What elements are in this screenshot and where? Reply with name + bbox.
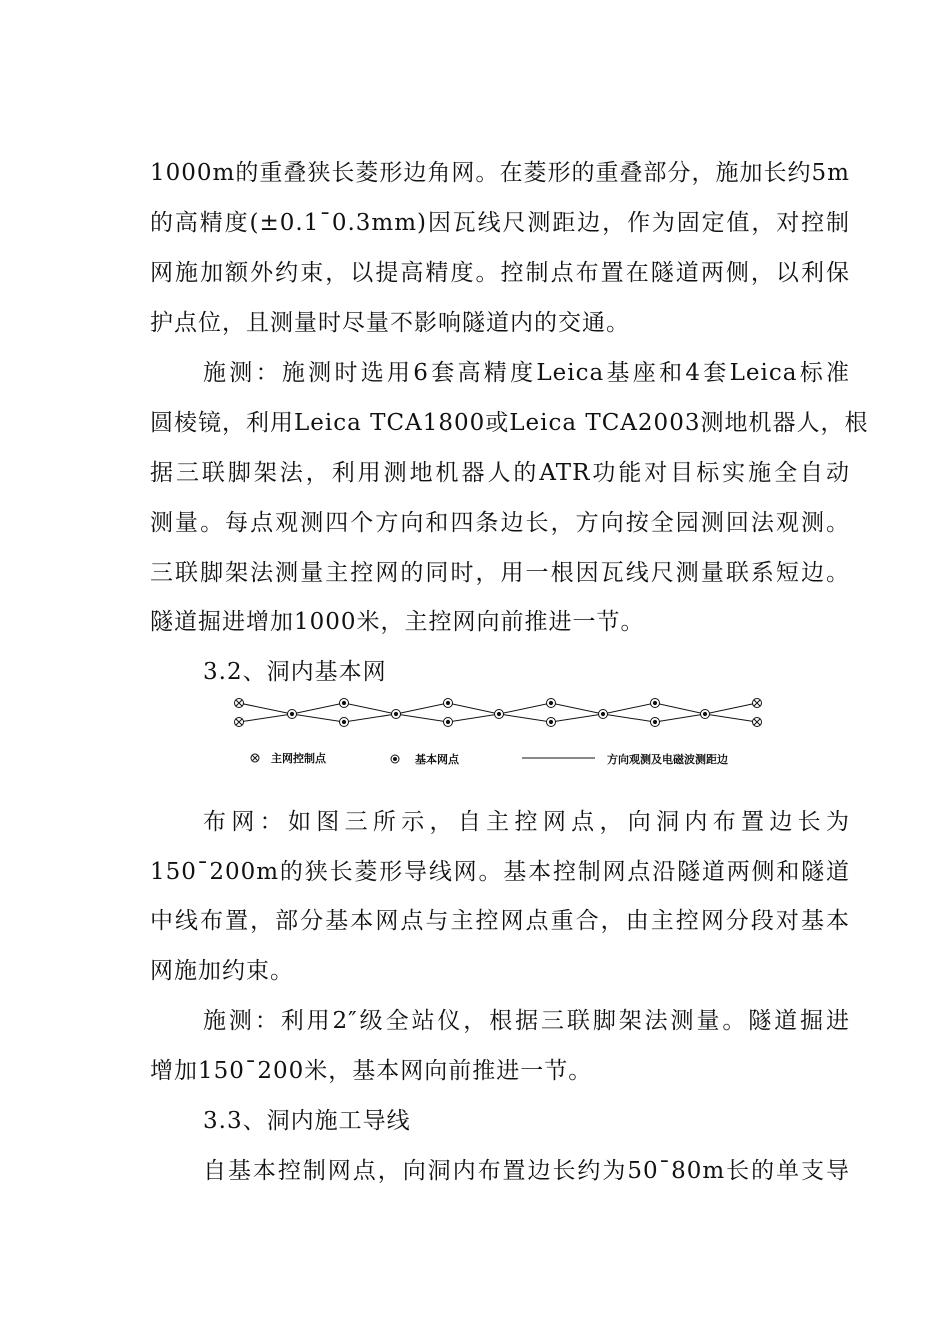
legend-main-point-label: 主网控制点 [271,752,326,765]
basic-point [495,710,504,719]
network-diagram [225,690,785,780]
basic-point [547,699,556,708]
legend-basic-point-label: 基本网点 [415,753,459,766]
main-control-point [753,718,762,727]
main-control-point [753,699,762,708]
paragraph3-line-1: 布网：如图三所示，自主控网点，向洞内布置边长为 [203,809,850,835]
section-heading-3-3: 3.3、洞内施工导线 [203,1108,411,1134]
paragraph1-line-1: 1000m的重叠狭长菱形边角网。在菱形的重叠部分，施加长约5m [150,160,850,186]
basic-point [599,710,608,719]
basic-point [392,710,401,719]
paragraph2-line-1: 施测：施测时选用6套高精度Leica基座和4套Leica标准 [203,360,850,386]
basic-point [444,718,453,727]
basic-point [651,699,660,708]
basic-point [444,699,453,708]
paragraph1-line-2: 的高精度(±0.1¯0.3mm)因瓦线尺测距边，作为固定值，对控制 [150,210,850,236]
paragraph3-line-4: 网施加约束。 [150,958,294,984]
paragraph2-line-3: 据三联脚架法，利用测地机器人的ATR功能对目标实施全自动 [150,460,850,486]
paragraph2-line-4: 测量。每点观测四个方向和四条边长，方向按全园测回法观测。 [150,510,850,536]
main-control-point [235,699,244,708]
legend-line-label: 方向观测及电磁波测距边 [607,753,728,766]
legend-basic-point-icon [391,755,399,763]
paragraph5-line-1: 自基本控制网点，向洞内布置边长约为50¯80m长的单支导 [203,1158,850,1184]
paragraph4-line-2: 增加150¯200米，基本网向前推进一节。 [150,1058,593,1084]
basic-point [651,718,660,727]
paragraph3-line-2: 150¯200m的狭长菱形导线网。基本控制网点沿隧道两侧和隧道 [150,859,850,885]
basic-point [340,718,349,727]
paragraph2-line-2: 圆棱镜，利用Leica TCA1800或Leica TCA2003测地机器人，根 [150,410,869,436]
main-control-point [235,718,244,727]
paragraph1-line-3: 网施加额外约束，以提高精度。控制点布置在隧道两侧，以利保 [150,260,850,286]
paragraph3-line-3: 中线布置，部分基本网点与主控网点重合，由主控网分段对基本 [150,908,850,934]
paragraph1-line-4: 护点位，且测量时尽量不影响隧道内的交通。 [150,310,630,336]
paragraph4-line-1: 施测：利用2″级全站仪，根据三联脚架法测量。隧道掘进 [203,1008,850,1034]
basic-network-points [288,699,710,727]
basic-point [701,710,710,719]
basic-point [288,710,297,719]
paragraph2-line-5: 三联脚架法测量主控网的同时，用一根因瓦线尺测量联系短边。 [150,560,850,586]
legend-main-point-icon [251,754,259,762]
basic-point [340,699,349,708]
paragraph2-line-6: 隧道掘进增加1000米，主控网向前推进一节。 [150,609,645,635]
basic-point [547,718,556,727]
section-heading-3-2: 3.2、洞内基本网 [203,659,387,685]
